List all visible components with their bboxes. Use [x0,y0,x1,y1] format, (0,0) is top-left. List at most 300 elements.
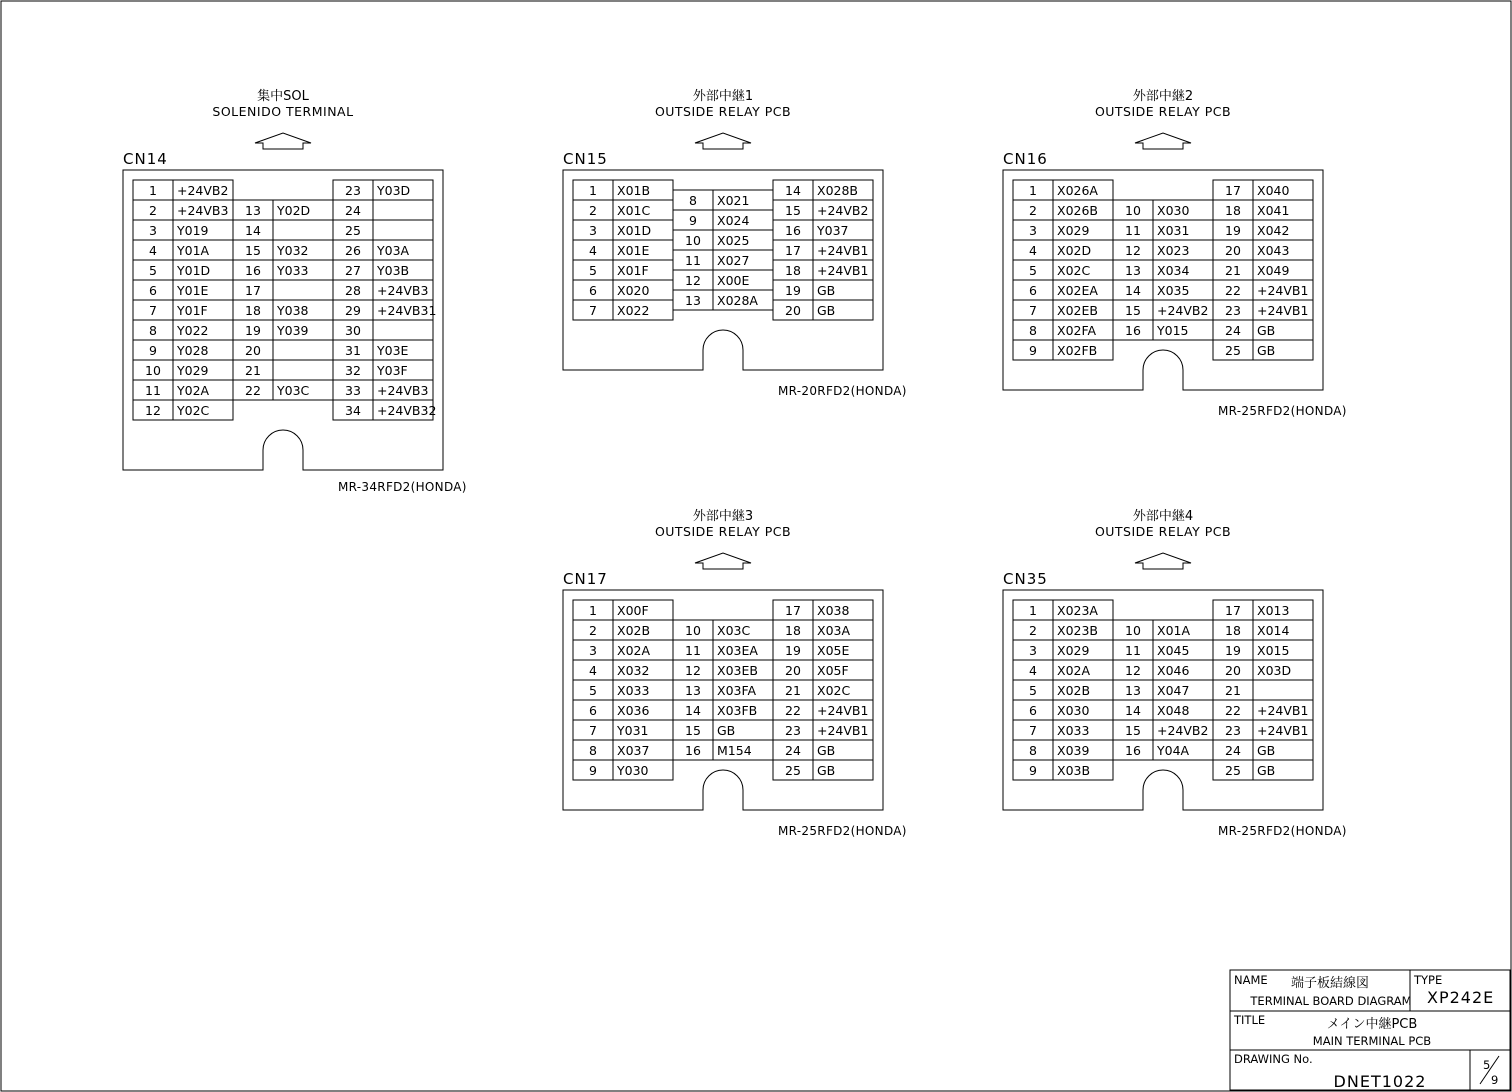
connector-id: CN16 [1003,150,1048,168]
pin-number: 9 [689,213,697,228]
name-label: NAME [1234,973,1268,987]
pin-signal: X01C [617,203,651,218]
pin-signal: X03D [1257,663,1292,678]
pin-signal: X015 [1257,643,1290,658]
pin-number: 6 [1029,283,1037,298]
pin-number: 4 [589,663,597,678]
pin-number: 13 [685,683,701,698]
pin-number: 5 [1029,683,1037,698]
title-label: TITLE [1234,1013,1266,1027]
pin-signal: X024 [717,213,750,228]
type-label: TYPE [1414,973,1443,987]
pin-signal: X03EB [717,663,758,678]
pin-signal: X026B [1057,203,1098,218]
pin-number: 16 [1125,323,1141,338]
pin-signal: X028A [717,293,758,308]
pin-number: 6 [589,283,597,298]
pin-signal: Y03E [377,343,409,358]
connector-id: CN14 [123,150,168,168]
pin-number: 17 [1225,183,1241,198]
pin-number: 18 [1225,623,1241,638]
connector-diagrams [123,88,1347,838]
pin-signal: X042 [1257,223,1290,238]
pin-signal: +24VB3 [377,383,429,398]
pin-signal: Y03A [377,243,410,258]
pin-signal: X00F [617,603,649,618]
pin-number: 17 [245,283,261,298]
pin-signal: Y015 [1157,323,1189,338]
pin-number: 19 [785,283,801,298]
pin-number: 3 [149,223,157,238]
pin-number: 5 [1029,263,1037,278]
pin-signal: +24VB2 [1157,303,1209,318]
pin-number: 17 [785,603,801,618]
pin-number: 22 [1225,283,1241,298]
pin-number: 23 [785,723,801,738]
pin-signal: X036 [617,703,650,718]
pin-number: 3 [589,223,597,238]
pin-signal: X03B [1057,763,1091,778]
pin-number: 14 [1125,283,1141,298]
connector-cn14 [123,88,467,494]
pin-signal: X02A [617,643,651,658]
pin-signal: X020 [617,283,650,298]
pin-column [773,600,873,780]
connector-heading-en: OUTSIDE RELAY PCB [1094,104,1232,119]
pin-number: 9 [1029,343,1037,358]
pin-number: 20 [1225,243,1241,258]
pin-signal: Y03B [377,263,410,278]
connector-cn15 [563,88,907,398]
pin-number: 5 [589,683,597,698]
pin-number: 3 [1029,643,1037,658]
pin-column [333,180,436,420]
pin-column [233,200,333,400]
pin-number: 18 [245,303,261,318]
pin-number: 1 [1029,183,1037,198]
pin-number: 11 [1125,643,1141,658]
pin-signal: X039 [1057,743,1090,758]
pin-number: 22 [245,383,261,398]
pin-signal: GB [1257,323,1276,338]
pin-signal: X034 [1157,263,1190,278]
pin-number: 7 [589,723,597,738]
connector-heading-en: OUTSIDE RELAY PCB [1094,524,1232,539]
pin-column [673,620,773,760]
pin-number: 8 [689,193,697,208]
drawing-number: DNET1022 [1333,1072,1427,1091]
pin-signal: +24VB1 [1257,723,1309,738]
pin-number: 15 [685,723,701,738]
pin-number: 4 [1029,663,1037,678]
pin-signal: X022 [617,303,650,318]
pin-signal: X029 [1057,643,1090,658]
pin-signal: X049 [1257,263,1290,278]
pin-signal: X03EA [717,643,758,658]
connector-heading-en: SOLENIDO TERMINAL [212,104,354,119]
pin-number: 10 [685,623,701,638]
pin-signal: X021 [717,193,750,208]
pin-number: 20 [785,663,801,678]
pin-number: 12 [1125,243,1141,258]
pin-column [673,190,773,310]
pin-number: 22 [1225,703,1241,718]
pin-number: 8 [589,743,597,758]
pin-signal: X01F [617,263,649,278]
pin-number: 12 [685,273,701,288]
pin-signal: Y02A [177,383,210,398]
pin-number: 9 [1029,763,1037,778]
pin-number: 10 [685,233,701,248]
arrow-up-icon [1135,553,1191,569]
pin-signal: X02B [1057,683,1091,698]
pin-signal: GB [1257,763,1276,778]
pin-signal: X033 [617,683,650,698]
pin-number: 12 [145,403,161,418]
pin-number: 3 [589,643,597,658]
pin-signal: X045 [1157,643,1190,658]
pin-number: 3 [1029,223,1037,238]
pin-number: 19 [1225,643,1241,658]
pin-number: 24 [1225,743,1241,758]
connector-heading-jp: 外部中継2 [1132,89,1194,104]
pin-signal: X023B [1057,623,1098,638]
pin-column [1113,620,1213,760]
pin-number: 1 [149,183,157,198]
pin-signal: X02EA [1057,283,1098,298]
connector-heading-en: OUTSIDE RELAY PCB [654,524,792,539]
pin-signal: Y04A [1157,743,1190,758]
pin-number: 25 [785,763,801,778]
pin-number: 13 [1125,263,1141,278]
pin-signal: X040 [1257,183,1290,198]
pin-signal: X032 [617,663,650,678]
pin-number: 28 [345,283,361,298]
pin-signal: X05E [817,643,850,658]
pin-signal: X03FB [717,703,758,718]
pin-number: 1 [589,603,597,618]
pin-signal: GB [817,303,836,318]
connector-cn35 [1003,508,1347,838]
title-en: MAIN TERMINAL PCB [1312,1034,1432,1048]
pin-number: 15 [1125,303,1141,318]
pin-number: 5 [589,263,597,278]
pin-signal: +24VB1 [1257,283,1309,298]
pin-column [773,180,873,320]
pin-signal: Y01A [177,243,210,258]
pin-number: 21 [245,363,261,378]
title-jp: メイン中継PCB [1326,1017,1418,1032]
pin-signal: Y038 [277,303,309,318]
pin-column [1213,600,1313,780]
pin-number: 2 [1029,203,1037,218]
pin-signal: X02B [617,623,651,638]
arrow-up-icon [695,133,751,149]
pin-number: 11 [145,383,161,398]
pin-number: 21 [785,683,801,698]
pin-number: 32 [345,363,361,378]
pin-number: 25 [1225,343,1241,358]
connector-heading-jp: 集中SOL [257,89,309,104]
sheet-total: 9 [1491,1073,1499,1087]
pin-signal: X01E [617,243,650,258]
pin-signal: +24VB2 [177,183,229,198]
pin-signal: GB [717,723,736,738]
pin-signal: Y032 [277,243,309,258]
pin-signal: X026A [1057,183,1098,198]
pin-number: 9 [589,763,597,778]
pin-signal: Y029 [177,363,209,378]
pin-signal: GB [1257,343,1276,358]
pin-number: 8 [1029,323,1037,338]
pin-number: 16 [245,263,261,278]
pin-number: 5 [149,263,157,278]
pin-number: 10 [1125,623,1141,638]
drawing-name-jp: 端子板結線図 [1290,976,1370,991]
pin-number: 16 [1125,743,1141,758]
pin-signal: X02FB [1057,343,1098,358]
pin-signal: Y02D [277,203,311,218]
pin-number: 30 [345,323,361,338]
pin-signal: GB [817,283,836,298]
pin-number: 2 [589,623,597,638]
pin-signal: Y022 [177,323,209,338]
pin-number: 24 [1225,323,1241,338]
connector-id: CN35 [1003,570,1048,588]
pin-number: 2 [589,203,597,218]
pin-signal: X01D [617,223,652,238]
pin-signal: Y033 [277,263,309,278]
pin-number: 19 [785,643,801,658]
pin-number: 14 [785,183,801,198]
pin-number: 6 [1029,703,1037,718]
pin-number: 34 [345,403,361,418]
pin-number: 12 [1125,663,1141,678]
pin-signal: Y03C [277,383,310,398]
pin-number: 25 [1225,763,1241,778]
pin-signal: X043 [1257,243,1290,258]
pin-number: 14 [245,223,261,238]
connector-model: MR-25RFD2(HONDA) [778,824,907,838]
pin-number: 6 [589,703,597,718]
pin-number: 21 [1225,263,1241,278]
pin-signal: Y03D [377,183,411,198]
pin-signal: M154 [717,743,752,758]
drawing-number-label: DRAWING No. [1234,1052,1313,1066]
pin-number: 4 [149,243,157,258]
pin-number: 11 [1125,223,1141,238]
pin-number: 8 [149,323,157,338]
pin-number: 1 [1029,603,1037,618]
pin-signal: X013 [1257,603,1290,618]
pin-signal: X027 [717,253,750,268]
title-block [1230,970,1510,1091]
drawing-name-en: TERMINAL BOARD DIAGRAM [1250,994,1412,1008]
pin-number: 24 [345,203,361,218]
pin-column [1013,600,1113,780]
pin-number: 17 [785,243,801,258]
pin-signal: Y03F [377,363,408,378]
pin-signal: Y02C [177,403,210,418]
pin-column [1113,200,1213,340]
pin-number: 11 [685,643,701,658]
pin-number: 16 [685,743,701,758]
arrow-up-icon [695,553,751,569]
connector-heading-jp: 外部中継4 [1132,509,1194,524]
pin-signal: X048 [1157,703,1190,718]
pin-signal: X02FA [1057,323,1097,338]
connector-model: MR-20RFD2(HONDA) [778,384,907,398]
pin-signal: Y031 [617,723,649,738]
connector-heading-jp: 外部中継1 [692,89,754,104]
pin-signal: X030 [1057,703,1090,718]
pin-number: 22 [785,703,801,718]
connector-id: CN17 [563,570,608,588]
pin-signal: X02C [817,683,851,698]
pin-signal: +24VB2 [817,203,869,218]
pin-number: 29 [345,303,361,318]
pin-signal: +24VB32 [377,403,437,418]
pin-signal: Y01F [177,303,208,318]
pin-column [573,600,673,780]
pin-signal: X047 [1157,683,1190,698]
pin-number: 7 [1029,303,1037,318]
pin-number: 4 [589,243,597,258]
pin-signal: X030 [1157,203,1190,218]
pin-number: 2 [149,203,157,218]
connector-cn17 [563,508,907,838]
arrow-up-icon [255,133,311,149]
pin-number: 7 [1029,723,1037,738]
pin-number: 13 [1125,683,1141,698]
pin-signal: X035 [1157,283,1190,298]
pin-number: 9 [149,343,157,358]
pin-number: 15 [245,243,261,258]
pin-number: 31 [345,343,361,358]
pin-signal: X02D [1057,243,1092,258]
pin-signal: Y019 [177,223,209,238]
pin-column [1213,180,1313,360]
pin-signal: +24VB3 [177,203,229,218]
pin-number: 8 [1029,743,1037,758]
pin-signal: +24VB1 [817,723,869,738]
pin-signal: X02A [1057,663,1091,678]
drawing-border [1,1,1511,1091]
pin-number: 15 [785,203,801,218]
pin-number: 23 [1225,303,1241,318]
pin-signal: X03A [817,623,851,638]
pin-signal: X038 [817,603,850,618]
pin-number: 26 [345,243,361,258]
pin-signal: +24VB3 [377,283,429,298]
pin-signal: X03FA [717,683,757,698]
pin-number: 17 [1225,603,1241,618]
pin-signal: X023 [1157,243,1190,258]
pin-signal: Y028 [177,343,209,358]
pin-signal: Y039 [277,323,309,338]
sheet-number: 5 [1483,1058,1491,1072]
pin-number: 14 [685,703,701,718]
pin-signal: X033 [1057,723,1090,738]
pin-signal: +24VB1 [1257,303,1309,318]
pin-signal: X025 [717,233,750,248]
pin-number: 24 [785,743,801,758]
pin-number: 6 [149,283,157,298]
pin-signal: Y030 [617,763,649,778]
pin-column [1013,180,1113,360]
pin-number: 15 [1125,723,1141,738]
pin-signal: X02EB [1057,303,1098,318]
pin-number: 25 [345,223,361,238]
pin-signal: +24VB1 [817,243,869,258]
connector-model: MR-34RFD2(HONDA) [338,480,467,494]
pin-number: 13 [685,293,701,308]
pin-signal: X03C [717,623,751,638]
pin-signal: X028B [817,183,858,198]
pin-signal: Y037 [817,223,849,238]
pin-signal: X031 [1157,223,1190,238]
pin-signal: X05F [817,663,849,678]
pin-signal: X00E [717,273,750,288]
pin-number: 20 [1225,663,1241,678]
pin-signal: Y01E [177,283,209,298]
pin-number: 2 [1029,623,1037,638]
pin-number: 13 [245,203,261,218]
pin-signal: X01B [617,183,651,198]
pin-number: 18 [1225,203,1241,218]
pin-column [573,180,673,320]
pin-number: 16 [785,223,801,238]
pin-number: 19 [1225,223,1241,238]
pin-number: 14 [1125,703,1141,718]
pin-number: 20 [245,343,261,358]
pin-number: 18 [785,623,801,638]
pin-signal: GB [817,763,836,778]
pin-number: 7 [589,303,597,318]
pin-signal: +24VB1 [1257,703,1309,718]
type-value: XP242E [1427,988,1495,1007]
pin-signal: X029 [1057,223,1090,238]
pin-signal: X023A [1057,603,1098,618]
pin-signal: +24VB2 [1157,723,1209,738]
connector-model: MR-25RFD2(HONDA) [1218,824,1347,838]
pin-signal: GB [1257,743,1276,758]
pin-signal: X046 [1157,663,1190,678]
connector-cn16 [1003,88,1347,418]
pin-number: 23 [1225,723,1241,738]
pin-number: 11 [685,253,701,268]
connector-heading-en: OUTSIDE RELAY PCB [654,104,792,119]
connector-id: CN15 [563,150,608,168]
pin-signal: X041 [1257,203,1290,218]
pin-number: 4 [1029,243,1037,258]
pin-number: 10 [145,363,161,378]
pin-signal: +24VB31 [377,303,437,318]
pin-signal: X037 [617,743,650,758]
pin-number: 27 [345,263,361,278]
pin-number: 12 [685,663,701,678]
pin-number: 23 [345,183,361,198]
connector-model: MR-25RFD2(HONDA) [1218,404,1347,418]
pin-signal: GB [817,743,836,758]
pin-column [133,180,233,420]
arrow-up-icon [1135,133,1191,149]
pin-signal: Y01D [177,263,211,278]
pin-number: 18 [785,263,801,278]
pin-signal: +24VB1 [817,263,869,278]
connector-heading-jp: 外部中継3 [692,509,754,524]
pin-number: 7 [149,303,157,318]
